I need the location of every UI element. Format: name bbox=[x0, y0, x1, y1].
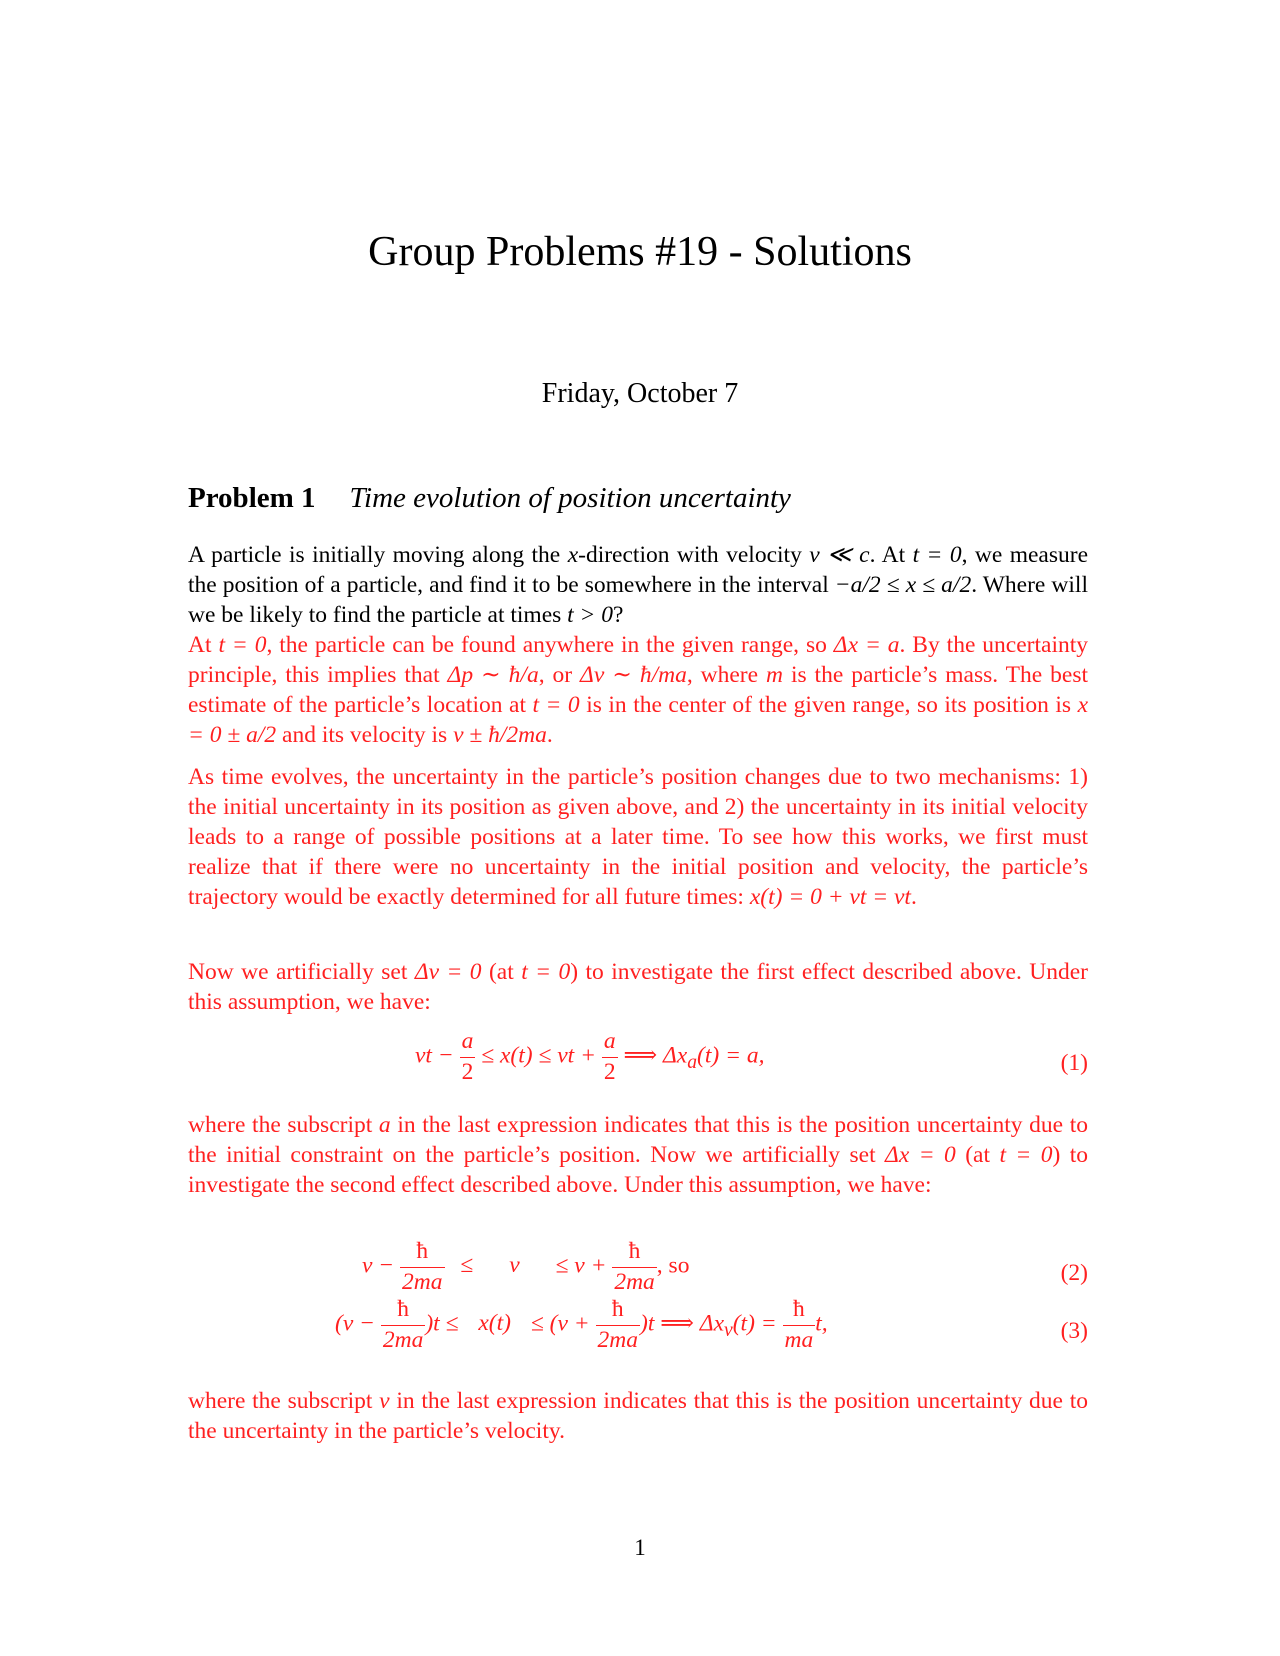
solution-paragraph-4: where the subscript a in the last expression indicates that this is the position uncertainty due to the initial constraint on the particle’s position. Now we artificially set Δx = 0 (at t = 0) to investigate the second effect described above. Under this assumption, we have: bbox=[188, 1112, 1088, 1198]
equation-1: vt − $\frac{a}{2}$ ≤ x(t) ≤ vt + $\frac{a}{2}$ ⟹ $\Delta x_a(t) = a$, bbox=[415, 1028, 765, 1085]
problem-heading bbox=[188, 482, 791, 515]
document-title: Group Problems #19 - Solutions bbox=[368, 229, 912, 275]
solution-paragraph-3: Now we artificially set Δv = 0 (at t = 0) to investigate the first effect described above. Under this assumption, we have: bbox=[188, 959, 1088, 1015]
problem-subtitle: Time evolution of position uncertainty bbox=[349, 482, 791, 514]
equation-2-number: (2) bbox=[1060, 1260, 1088, 1286]
equation-3-number: (3) bbox=[1060, 1318, 1088, 1344]
equation-2: v − $\frac{ħ}{2ma}$ ≤ v ≤ v + $\frac{ħ}{2ma}$ , so bbox=[362, 1238, 690, 1295]
page-number: 1 bbox=[634, 1535, 646, 1560]
equation-1-number: (1) bbox=[1060, 1050, 1088, 1076]
problem-label: Problem 1 bbox=[188, 482, 316, 514]
document-date: Friday, October 7 bbox=[541, 378, 739, 409]
question-paragraph: A particle is initially moving along the x-direction with velocity v ≪ c. At t = 0, we measure the position of a particle, and find it to be somewhere in the interval −a/2 ≤ x ≤ a/2. Where will we be likely to find the particle at times t > 0? At t = 0, the particle can be found anywhere in the given range, so Δx = a. By the uncertainty principle, this implies that Δp ∼ ħ/a, or Δv ∼ ħ/ma, where m is the particle’s mass. The best estimate of the particle’s location at t = 0 is in the center of the given range, so its position is x = 0 ± a/2 and its velocity is v ± ħ/2ma. bbox=[188, 542, 1089, 748]
equation-3: (v − $\frac{ħ}{2ma}$ )t ≤ x(t) ≤ (v + $\frac{ħ}{2ma}$ )t ⟹ $\Delta x_v(t)$ = $\frac{ħ}{ma}$ t, bbox=[335, 1296, 828, 1353]
solution-paragraph-5: where the subscript v in the last expression indicates that this is the position uncertainty due to the uncertainty in the particle’s velocity. bbox=[188, 1388, 1088, 1444]
solution-paragraph-2: As time evolves, the uncertainty in the particle’s position changes due to two mechanisms: 1) the initial uncertainty in its position as given above, and 2) the uncertainty in its initial velocity leads to a range of possible positions at a later time. To see how this works, we first must realize that if there were no uncertainty in the initial position and velocity, the particle’s trajectory would be exactly determined for all future times: x(t) = 0 + vt = vt. bbox=[188, 764, 1088, 910]
solution-paragraph-1: At t = 0, the particle can be found anywhere in the given range, so Δx = a. By the uncertainty principle, this implies that Δp ∼ ħ/a, or Δv ∼ ħ/ma, where m is the particle’s mass. The best estimate of the particle’s location at t = 0 is in the center of the given range, so its position is x = 0 ± a/2 and its velocity is v ± ħ/2ma. bbox=[188, 632, 1089, 748]
